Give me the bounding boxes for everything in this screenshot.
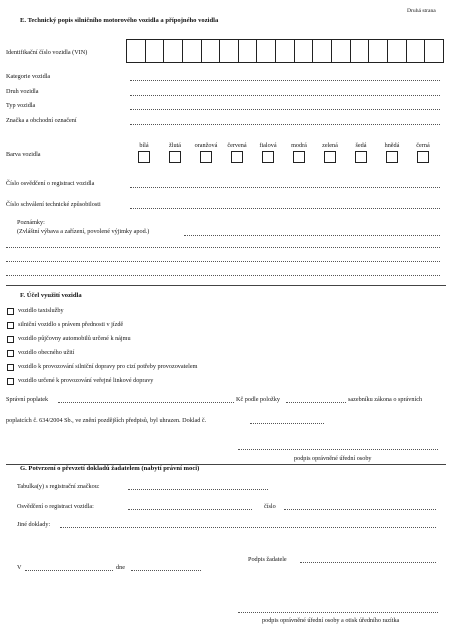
- color-checkbox-blue[interactable]: [293, 151, 305, 163]
- color-label-brown: hnědá: [384, 142, 400, 149]
- color-checkbox-orange[interactable]: [200, 151, 212, 163]
- type-label: Typ vozidla: [6, 102, 36, 109]
- color-checkbox-grey[interactable]: [355, 151, 367, 163]
- purpose-checkbox-rental[interactable]: [7, 336, 14, 343]
- number-label: číslo: [264, 503, 276, 510]
- notes-field-line-2[interactable]: [6, 247, 440, 248]
- number-field[interactable]: [284, 509, 436, 510]
- category-field[interactable]: [130, 80, 440, 81]
- fee-receipt-field[interactable]: [250, 423, 324, 424]
- fee-item-field[interactable]: [286, 402, 346, 403]
- applicant-signature-label: Podpis žadatele: [248, 556, 287, 563]
- color-label-black: černá: [416, 142, 430, 149]
- color-checkbox-black[interactable]: [417, 151, 429, 163]
- color-label-grey: šedá: [355, 142, 367, 149]
- purpose-label-public-line: vozidlo určené k provozování veřejné linkové dopravy: [18, 377, 154, 384]
- purpose-label-transport: vozidlo k provozování silniční dopravy pro cizí potřeby provozovatelem: [18, 363, 198, 370]
- color-label: Barva vozidla: [6, 151, 41, 158]
- color-label-red: červená: [227, 142, 247, 149]
- approval-field[interactable]: [130, 208, 440, 209]
- purpose-checkbox-priority[interactable]: [7, 322, 14, 329]
- registration-cert-label: Číslo osvědčení o registraci vozidla: [6, 180, 95, 187]
- section-divider-e: [6, 285, 446, 286]
- color-label-white: bílá: [139, 142, 149, 149]
- fee-receipt-label: poplatcích č. 634/2004 Sb., ve znění pozdějších předpisů, byl uhrazen. Doklad č.: [6, 417, 207, 424]
- section-f-title: F. Účel využití vozidla: [20, 292, 82, 299]
- color-checkbox-brown[interactable]: [386, 151, 398, 163]
- color-label-yellow: žlutá: [168, 142, 182, 149]
- color-checkbox-red[interactable]: [231, 151, 243, 163]
- date-field[interactable]: [131, 570, 201, 571]
- date-label: dne: [116, 564, 125, 571]
- color-label-orange: oranžová: [194, 142, 218, 149]
- section-e-title: E. Technický popis silničního motorového vozidla a přípojného vozidla: [20, 17, 219, 24]
- color-checkbox-white[interactable]: [138, 151, 150, 163]
- color-checkbox-yellow[interactable]: [169, 151, 181, 163]
- color-checkbox-purple[interactable]: [262, 151, 274, 163]
- fee-label: Správní poplatek: [6, 396, 49, 403]
- reg-cert-field[interactable]: [128, 509, 252, 510]
- notes-field-line-4[interactable]: [6, 275, 440, 276]
- applicant-signature-field[interactable]: [300, 562, 436, 563]
- notes-field-line-1[interactable]: [184, 235, 440, 236]
- type-kind-field[interactable]: [130, 95, 440, 96]
- color-label-purple: fialová: [259, 142, 277, 149]
- category-label: Kategorie vozidla: [6, 73, 51, 80]
- other-docs-label: Jiné doklady:: [17, 521, 51, 528]
- signature-label-f: podpis oprávněné úřední osoby: [294, 455, 372, 462]
- page-label: Druhá strana: [407, 8, 436, 14]
- purpose-label-rental: vozidlo půjčovny automobilů určené k nájmu: [18, 335, 131, 342]
- purpose-checkbox-general[interactable]: [7, 350, 14, 357]
- approval-label: Číslo schválení technické způsobilosti: [6, 201, 101, 208]
- vin-input-grid[interactable]: [126, 39, 444, 63]
- color-label-blue: modrá: [291, 142, 307, 149]
- registration-cert-field[interactable]: [130, 187, 440, 188]
- purpose-label-priority: silniční vozidlo s právem přednosti v jízdě: [18, 321, 124, 328]
- official-signature-label: podpis oprávněné úřední osoby a otisk úředního razítka: [262, 617, 400, 624]
- plates-field[interactable]: [128, 489, 268, 490]
- purpose-checkbox-taxi[interactable]: [7, 308, 14, 315]
- place-label: V: [17, 564, 22, 571]
- other-docs-field[interactable]: [60, 527, 436, 528]
- place-field[interactable]: [25, 570, 113, 571]
- color-label-green: zelená: [322, 142, 338, 149]
- fee-item-label: Kč podle položky: [236, 396, 280, 403]
- brand-field[interactable]: [130, 124, 440, 125]
- fee-law-label: sazebníku zákona o správních: [348, 396, 423, 403]
- notes-label: Poznámky:: [17, 219, 45, 226]
- notes-field-line-3[interactable]: [6, 261, 440, 262]
- brand-label: Značka a obchodní označení: [6, 117, 77, 124]
- type-kind-label: Druh vozidla: [6, 88, 39, 95]
- color-checkbox-green[interactable]: [324, 151, 336, 163]
- signature-line-f[interactable]: [238, 449, 438, 450]
- fee-amount-field[interactable]: [58, 402, 234, 403]
- plates-label: Tabulka(y) s registrační značkou:: [17, 483, 100, 490]
- purpose-checkbox-public-line[interactable]: [7, 378, 14, 385]
- purpose-checkbox-transport[interactable]: [7, 364, 14, 371]
- purpose-label-taxi: vozidlo taxislužby: [18, 307, 64, 314]
- official-signature-line[interactable]: [238, 612, 438, 613]
- purpose-label-general: vozidlo obecného užití: [18, 349, 75, 356]
- reg-cert-label: Osvědčení o registraci vozidla:: [17, 503, 94, 510]
- notes-hint: (Zvláštní výbava a zařízení, povolené výjimky apod.): [17, 228, 150, 235]
- type-field[interactable]: [130, 109, 440, 110]
- section-g-title: G. Potvrzení o převzetí dokladů žadatelem (nabytí právní moci): [20, 465, 200, 472]
- vin-label: Identifikační číslo vozidla (VIN): [6, 49, 88, 56]
